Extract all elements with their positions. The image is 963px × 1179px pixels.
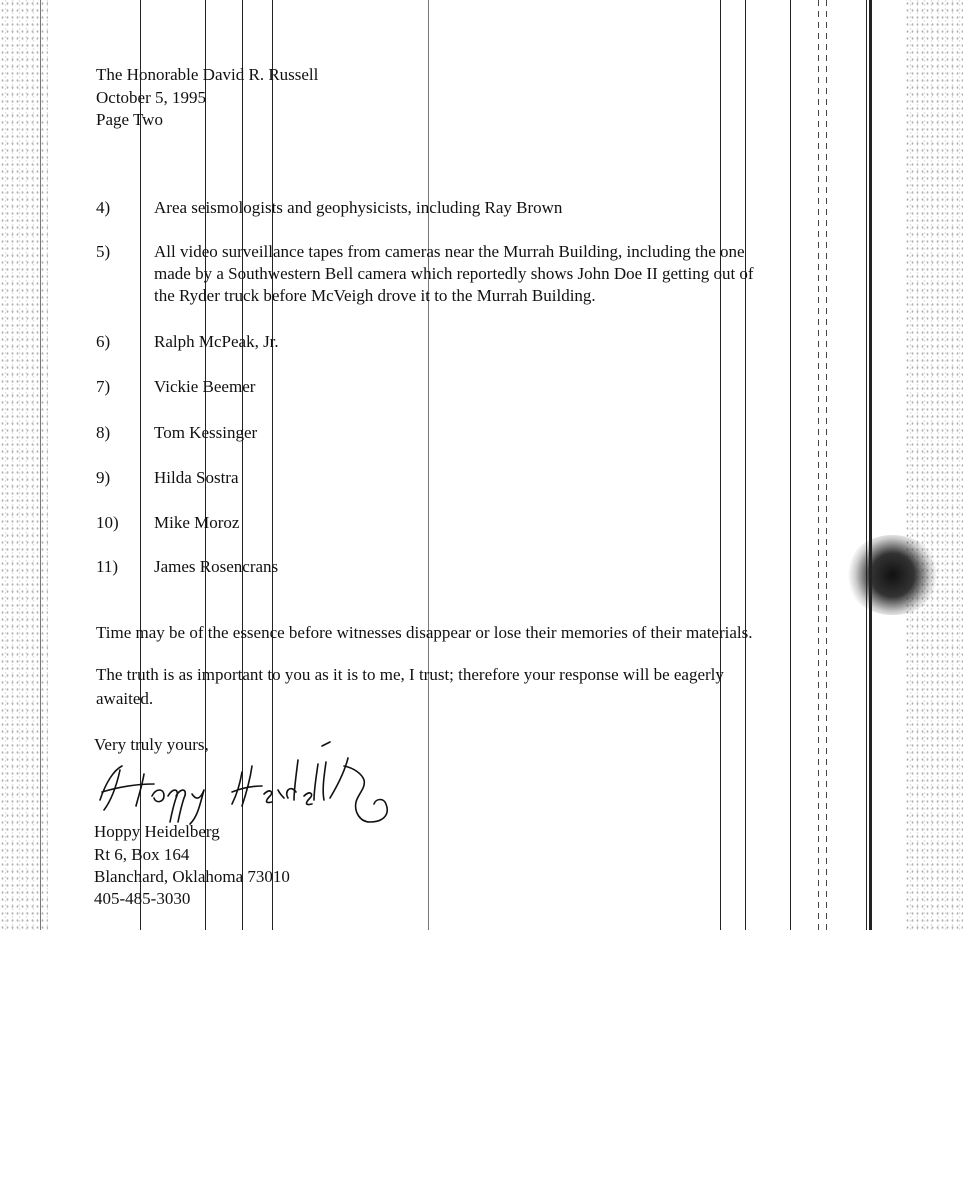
item-text: Hilda Sostra	[154, 468, 239, 487]
item-text: Area seismologists and geophysicists, including Ray Brown	[154, 198, 563, 217]
address-line-2: Blanchard, Oklahoma 73010	[94, 867, 290, 886]
item-text: All video surveillance tapes from cameras near the Murrah Building, including the one	[154, 242, 745, 261]
signer-name: Hoppy Heidelberg	[94, 822, 220, 841]
truth-paragraph-line2: awaited.	[96, 689, 154, 708]
scan-line	[826, 0, 827, 930]
item-number: 10)	[96, 513, 119, 532]
ink-smudge	[845, 535, 940, 615]
item-number: 7)	[96, 377, 111, 396]
item-number: 6)	[96, 332, 111, 351]
scan-line	[428, 0, 429, 930]
item-number: 11)	[96, 557, 119, 576]
salutation: Very truly yours,	[94, 735, 209, 754]
scan-line	[720, 0, 721, 930]
item-text: Mike Moroz	[154, 513, 240, 532]
scan-line	[818, 0, 819, 930]
item-text: Vickie Beemer	[154, 377, 256, 396]
item-text: the Ryder truck before McVeigh drove it to the Murrah Building.	[154, 286, 596, 305]
item-text: Tom Kessinger	[154, 423, 258, 442]
item-text: James Rosencrans	[154, 557, 279, 576]
scan-line	[869, 0, 872, 930]
recipient-line: The Honorable David R. Russell	[96, 65, 319, 84]
item-text: Ralph McPeak, Jr.	[154, 332, 279, 351]
scan-line	[745, 0, 746, 930]
item-number: 9)	[96, 468, 111, 487]
item-number: 5)	[96, 242, 111, 261]
item-text: made by a Southwestern Bell camera which reportedly shows John Doe II getting out of	[154, 264, 754, 283]
address-line-1: Rt 6, Box 164	[94, 845, 190, 864]
scan-line	[790, 0, 791, 930]
urgency-paragraph: Time may be of the essence before witnesses disappear or lose their memories of their materials.	[96, 623, 753, 642]
right-edge-noise	[905, 0, 963, 930]
scan-line	[40, 0, 41, 930]
date-line: October 5, 1995	[96, 88, 207, 107]
item-number: 4)	[96, 198, 111, 217]
scan-line	[866, 0, 867, 930]
item-number: 8)	[96, 423, 111, 442]
truth-paragraph-line1: The truth is as important to you as it is to me, I trust; therefore your response will be eagerly	[96, 665, 724, 684]
phone-number: 405-485-3030	[94, 889, 191, 908]
page-label: Page Two	[96, 110, 163, 129]
